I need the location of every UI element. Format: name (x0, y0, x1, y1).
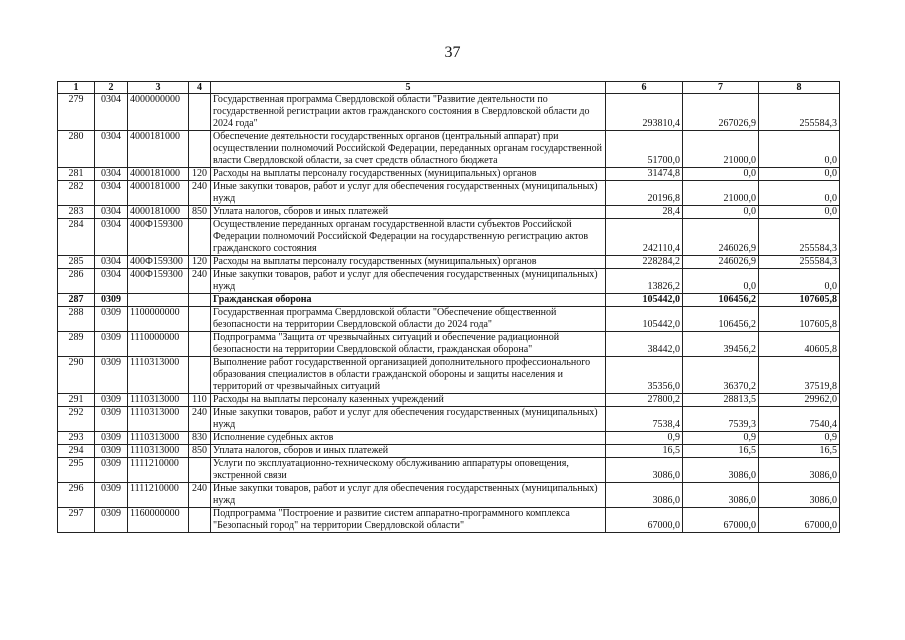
section-code: 0304 (95, 219, 128, 256)
row-number: 280 (58, 131, 95, 168)
amount-column-8: 0,0 (759, 168, 840, 181)
target-article-code: 1110313000 (128, 432, 189, 445)
section-code: 0309 (95, 445, 128, 458)
table-row (58, 394, 840, 407)
amount-column-7: 0,0 (683, 269, 759, 294)
amount-column-7: 21000,0 (683, 131, 759, 168)
expense-type-code: 120 (189, 168, 211, 181)
row-number: 289 (58, 332, 95, 357)
target-article-code: 1111210000 (128, 458, 189, 483)
column-header: 1 (58, 82, 95, 94)
expense-name: Иные закупки товаров, работ и услуг для обеспечения государственных (муниципальных) нужд (211, 181, 606, 206)
expense-name: Уплата налогов, сборов и иных платежей (211, 445, 606, 458)
table-row (58, 332, 840, 357)
amount-column-6: 3086,0 (606, 458, 683, 483)
table-body (58, 94, 840, 533)
row-number: 292 (58, 407, 95, 432)
table-row (58, 458, 840, 483)
column-header: 2 (95, 82, 128, 94)
section-code: 0309 (95, 294, 128, 307)
expense-type-code (189, 307, 211, 332)
amount-column-8: 29962,0 (759, 394, 840, 407)
amount-column-8: 7540,4 (759, 407, 840, 432)
amount-column-7: 0,9 (683, 432, 759, 445)
amount-column-7: 7539,3 (683, 407, 759, 432)
amount-column-7: 0,0 (683, 168, 759, 181)
expense-type-code (189, 219, 211, 256)
amount-column-7: 246026,9 (683, 256, 759, 269)
amount-column-6: 13826,2 (606, 269, 683, 294)
amount-column-6: 20196,8 (606, 181, 683, 206)
table-row (58, 269, 840, 294)
amount-column-8: 107605,8 (759, 294, 840, 307)
expense-name: Иные закупки товаров, работ и услуг для обеспечения государственных (муниципальных) нужд (211, 269, 606, 294)
expense-name: Государственная программа Свердловской области "Развитие деятельности по государственной регистрации актов гражданского состояния в Свердловской области до 2024 года" (211, 94, 606, 131)
amount-column-7: 21000,0 (683, 181, 759, 206)
amount-column-8: 37519,8 (759, 357, 840, 394)
amount-column-7: 28813,5 (683, 394, 759, 407)
table-row (58, 294, 840, 307)
expense-name: Обеспечение деятельности государственных органов (центральный аппарат) при осуществлении полномочий Российской Федерации, переданных органам государственной власти Свердловской области, за счет средств областного бюджета (211, 131, 606, 168)
amount-column-8: 255584,3 (759, 219, 840, 256)
row-number: 286 (58, 269, 95, 294)
expense-type-code: 120 (189, 256, 211, 269)
expense-name: Расходы на выплаты персоналу казенных учреждений (211, 394, 606, 407)
amount-column-8: 67000,0 (759, 508, 840, 533)
amount-column-6: 293810,4 (606, 94, 683, 131)
section-code: 0309 (95, 394, 128, 407)
expense-name: Иные закупки товаров, работ и услуг для обеспечения государственных (муниципальных) нужд (211, 407, 606, 432)
target-article-code: 4000181000 (128, 131, 189, 168)
row-number: 293 (58, 432, 95, 445)
amount-column-8: 3086,0 (759, 483, 840, 508)
amount-column-8: 3086,0 (759, 458, 840, 483)
amount-column-7: 0,0 (683, 206, 759, 219)
amount-column-7: 267026,9 (683, 94, 759, 131)
section-code: 0309 (95, 332, 128, 357)
column-header: 5 (211, 82, 606, 94)
expense-type-code: 850 (189, 445, 211, 458)
expense-type-code (189, 94, 211, 131)
expense-type-code (189, 357, 211, 394)
row-number: 297 (58, 508, 95, 533)
amount-column-7: 106456,2 (683, 294, 759, 307)
target-article-code: 1110313000 (128, 357, 189, 394)
table-row (58, 307, 840, 332)
expense-name: Услуги по эксплуатационно-техническому обслуживанию аппаратуры оповещения, экстренной связи (211, 458, 606, 483)
table-row (58, 256, 840, 269)
table-row (58, 94, 840, 131)
section-code: 0304 (95, 206, 128, 219)
expense-type-code: 830 (189, 432, 211, 445)
section-code: 0309 (95, 483, 128, 508)
section-code: 0309 (95, 407, 128, 432)
amount-column-6: 228284,2 (606, 256, 683, 269)
amount-column-8: 107605,8 (759, 307, 840, 332)
row-number: 279 (58, 94, 95, 131)
table-header-row (58, 82, 840, 94)
row-number: 288 (58, 307, 95, 332)
amount-column-8: 0,0 (759, 131, 840, 168)
amount-column-6: 28,4 (606, 206, 683, 219)
row-number: 281 (58, 168, 95, 181)
amount-column-8: 40605,8 (759, 332, 840, 357)
expense-name: Гражданская оборона (211, 294, 606, 307)
table-row (58, 219, 840, 256)
table-row (58, 483, 840, 508)
amount-column-8: 0,0 (759, 206, 840, 219)
section-code: 0309 (95, 458, 128, 483)
expense-name: Выполнение работ государственной организацией дополнительного профессионального образования специалистов в области гражданской обороны и защиты населения и территорий от чрезвычайных ситуаций (211, 357, 606, 394)
section-code: 0304 (95, 181, 128, 206)
table-row (58, 206, 840, 219)
target-article-code: 4000181000 (128, 181, 189, 206)
table-row (58, 407, 840, 432)
table-row (58, 357, 840, 394)
table-row (58, 131, 840, 168)
expense-type-code (189, 508, 211, 533)
amount-column-6: 3086,0 (606, 483, 683, 508)
target-article-code: 4000181000 (128, 168, 189, 181)
column-header: 7 (683, 82, 759, 94)
section-code: 0309 (95, 307, 128, 332)
amount-column-7: 106456,2 (683, 307, 759, 332)
amount-column-6: 38442,0 (606, 332, 683, 357)
amount-column-6: 105442,0 (606, 307, 683, 332)
expense-name: Государственная программа Свердловской области "Обеспечение общественной безопасности на территории Свердловской области до 2024 года" (211, 307, 606, 332)
section-code: 0304 (95, 94, 128, 131)
amount-column-6: 105442,0 (606, 294, 683, 307)
amount-column-6: 31474,8 (606, 168, 683, 181)
table-row (58, 445, 840, 458)
target-article-code: 1160000000 (128, 508, 189, 533)
amount-column-7: 67000,0 (683, 508, 759, 533)
target-article-code: 1100000000 (128, 307, 189, 332)
row-number: 296 (58, 483, 95, 508)
expense-type-code (189, 458, 211, 483)
column-header: 6 (606, 82, 683, 94)
amount-column-6: 0,9 (606, 432, 683, 445)
section-code: 0304 (95, 168, 128, 181)
expense-type-code: 110 (189, 394, 211, 407)
target-article-code: 1110313000 (128, 407, 189, 432)
target-article-code: 1110000000 (128, 332, 189, 357)
section-code: 0304 (95, 256, 128, 269)
row-number: 284 (58, 219, 95, 256)
amount-column-6: 7538,4 (606, 407, 683, 432)
row-number: 285 (58, 256, 95, 269)
expense-name: Расходы на выплаты персоналу государственных (муниципальных) органов (211, 168, 606, 181)
row-number: 295 (58, 458, 95, 483)
expense-name: Осуществление переданных органам государственной власти субъектов Российской Федерации полномочий Российской Федерации на государственную регистрацию актов гражданского состояния (211, 219, 606, 256)
amount-column-8: 255584,3 (759, 256, 840, 269)
amount-column-6: 27800,2 (606, 394, 683, 407)
target-article-code: 400Ф159300 (128, 256, 189, 269)
row-number: 287 (58, 294, 95, 307)
target-article-code: 1111210000 (128, 483, 189, 508)
section-code: 0309 (95, 357, 128, 394)
amount-column-7: 39456,2 (683, 332, 759, 357)
expense-name: Подпрограмма "Построение и развитие систем аппаратно-программного комплекса "Безопасный город" на территории Свердловской области" (211, 508, 606, 533)
page-number: 37 (444, 44, 461, 61)
target-article-code: 400Ф159300 (128, 219, 189, 256)
amount-column-7: 36370,2 (683, 357, 759, 394)
expense-type-code (189, 332, 211, 357)
expense-type-code: 240 (189, 483, 211, 508)
amount-column-6: 242110,4 (606, 219, 683, 256)
amount-column-8: 0,0 (759, 269, 840, 294)
expense-name: Исполнение судебных актов (211, 432, 606, 445)
amount-column-7: 3086,0 (683, 458, 759, 483)
expense-type-code: 240 (189, 269, 211, 294)
amount-column-8: 255584,3 (759, 94, 840, 131)
target-article-code: 1110313000 (128, 445, 189, 458)
expense-name: Расходы на выплаты персоналу государственных (муниципальных) органов (211, 256, 606, 269)
table-row (58, 508, 840, 533)
target-article-code: 4000000000 (128, 94, 189, 131)
row-number: 290 (58, 357, 95, 394)
expense-type-code (189, 294, 211, 307)
expense-type-code: 850 (189, 206, 211, 219)
row-number: 291 (58, 394, 95, 407)
section-code: 0304 (95, 269, 128, 294)
row-number: 294 (58, 445, 95, 458)
budget-table (57, 81, 840, 533)
amount-column-8: 0,0 (759, 181, 840, 206)
amount-column-7: 3086,0 (683, 483, 759, 508)
amount-column-6: 35356,0 (606, 357, 683, 394)
target-article-code: 4000181000 (128, 206, 189, 219)
target-article-code (128, 294, 189, 307)
table-row (58, 432, 840, 445)
column-header: 8 (759, 82, 840, 94)
expense-name: Иные закупки товаров, работ и услуг для обеспечения государственных (муниципальных) нужд (211, 483, 606, 508)
expense-type-code: 240 (189, 407, 211, 432)
amount-column-6: 51700,0 (606, 131, 683, 168)
expense-type-code (189, 131, 211, 168)
table-row (58, 168, 840, 181)
section-code: 0309 (95, 432, 128, 445)
expense-type-code: 240 (189, 181, 211, 206)
expense-name: Подпрограмма "Защита от чрезвычайных ситуаций и обеспечение радиационной безопасности на территории Свердловской области, гражданская оборона" (211, 332, 606, 357)
column-header: 3 (128, 82, 189, 94)
table-row (58, 181, 840, 206)
amount-column-7: 16,5 (683, 445, 759, 458)
section-code: 0309 (95, 508, 128, 533)
target-article-code: 1110313000 (128, 394, 189, 407)
amount-column-6: 16,5 (606, 445, 683, 458)
amount-column-8: 0,9 (759, 432, 840, 445)
column-header: 4 (189, 82, 211, 94)
target-article-code: 400Ф159300 (128, 269, 189, 294)
amount-column-6: 67000,0 (606, 508, 683, 533)
section-code: 0304 (95, 131, 128, 168)
row-number: 282 (58, 181, 95, 206)
row-number: 283 (58, 206, 95, 219)
amount-column-8: 16,5 (759, 445, 840, 458)
expense-name: Уплата налогов, сборов и иных платежей (211, 206, 606, 219)
amount-column-7: 246026,9 (683, 219, 759, 256)
